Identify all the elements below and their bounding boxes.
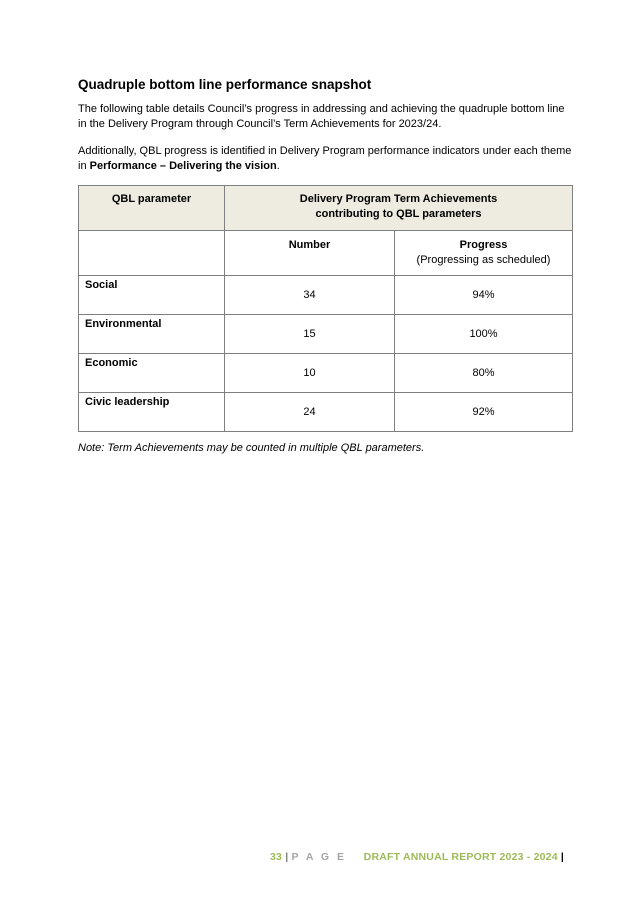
- footer-separator: |: [285, 851, 289, 863]
- qbl-paragraph-prefix: Additionally, QBL progress is identified in Delivery Program performance indicators under each theme in: [78, 145, 572, 172]
- footer-end-bar: |: [560, 851, 564, 863]
- table-subheader-row: [79, 231, 573, 276]
- row-progress: 94%: [395, 276, 573, 315]
- number-header: Number: [225, 231, 395, 276]
- empty-cell: [79, 231, 225, 276]
- table-row: [79, 354, 573, 393]
- section-heading: Quadruple bottom line performance snapshot: [78, 77, 372, 92]
- row-number: 15: [225, 315, 395, 354]
- row-number: 34: [225, 276, 395, 315]
- qbl-table: [78, 185, 573, 432]
- page-label: P A G E: [291, 851, 347, 863]
- row-number: 10: [225, 354, 395, 393]
- progress-header-title: Progress: [459, 239, 508, 251]
- term-achievements-header-line2: contributing to QBL parameters: [315, 208, 482, 220]
- intro-paragraph: The following table details Council’s progress in addressing and achieving the quadruple bottom line in the Delivery Program through Council’s Term Achievements for 2023/24.: [78, 103, 565, 130]
- row-label: Civic leadership: [79, 393, 225, 432]
- row-progress: 92%: [395, 393, 573, 432]
- report-title: DRAFT ANNUAL REPORT 2023 - 2024: [363, 851, 558, 863]
- term-achievements-header-line1: Delivery Program Term Achievements: [299, 193, 498, 205]
- table-header-row: [79, 186, 573, 231]
- qbl-paragraph-suffix: .: [276, 160, 280, 172]
- row-progress: 100%: [395, 315, 573, 354]
- page-footer: [270, 851, 564, 863]
- qbl-paragraph: [78, 144, 572, 174]
- qbl-paragraph-bold: Performance – Delivering the vision: [89, 160, 277, 172]
- row-number: 24: [225, 393, 395, 432]
- row-label: Social: [79, 276, 225, 315]
- table-row: [79, 315, 573, 354]
- progress-header-subtitle: (Progressing as scheduled): [416, 254, 551, 266]
- page-content: [78, 76, 572, 455]
- row-label: Economic: [79, 354, 225, 393]
- term-achievements-header: [225, 186, 573, 231]
- table-row: [79, 393, 573, 432]
- progress-header: [395, 231, 573, 276]
- page-number: 33: [270, 851, 283, 863]
- row-progress: 80%: [395, 354, 573, 393]
- table-row: [79, 276, 573, 315]
- row-label: Environmental: [79, 315, 225, 354]
- qbl-parameter-header: QBL parameter: [79, 186, 225, 231]
- table-note: Note: Term Achievements may be counted in multiple QBL parameters.: [78, 442, 425, 454]
